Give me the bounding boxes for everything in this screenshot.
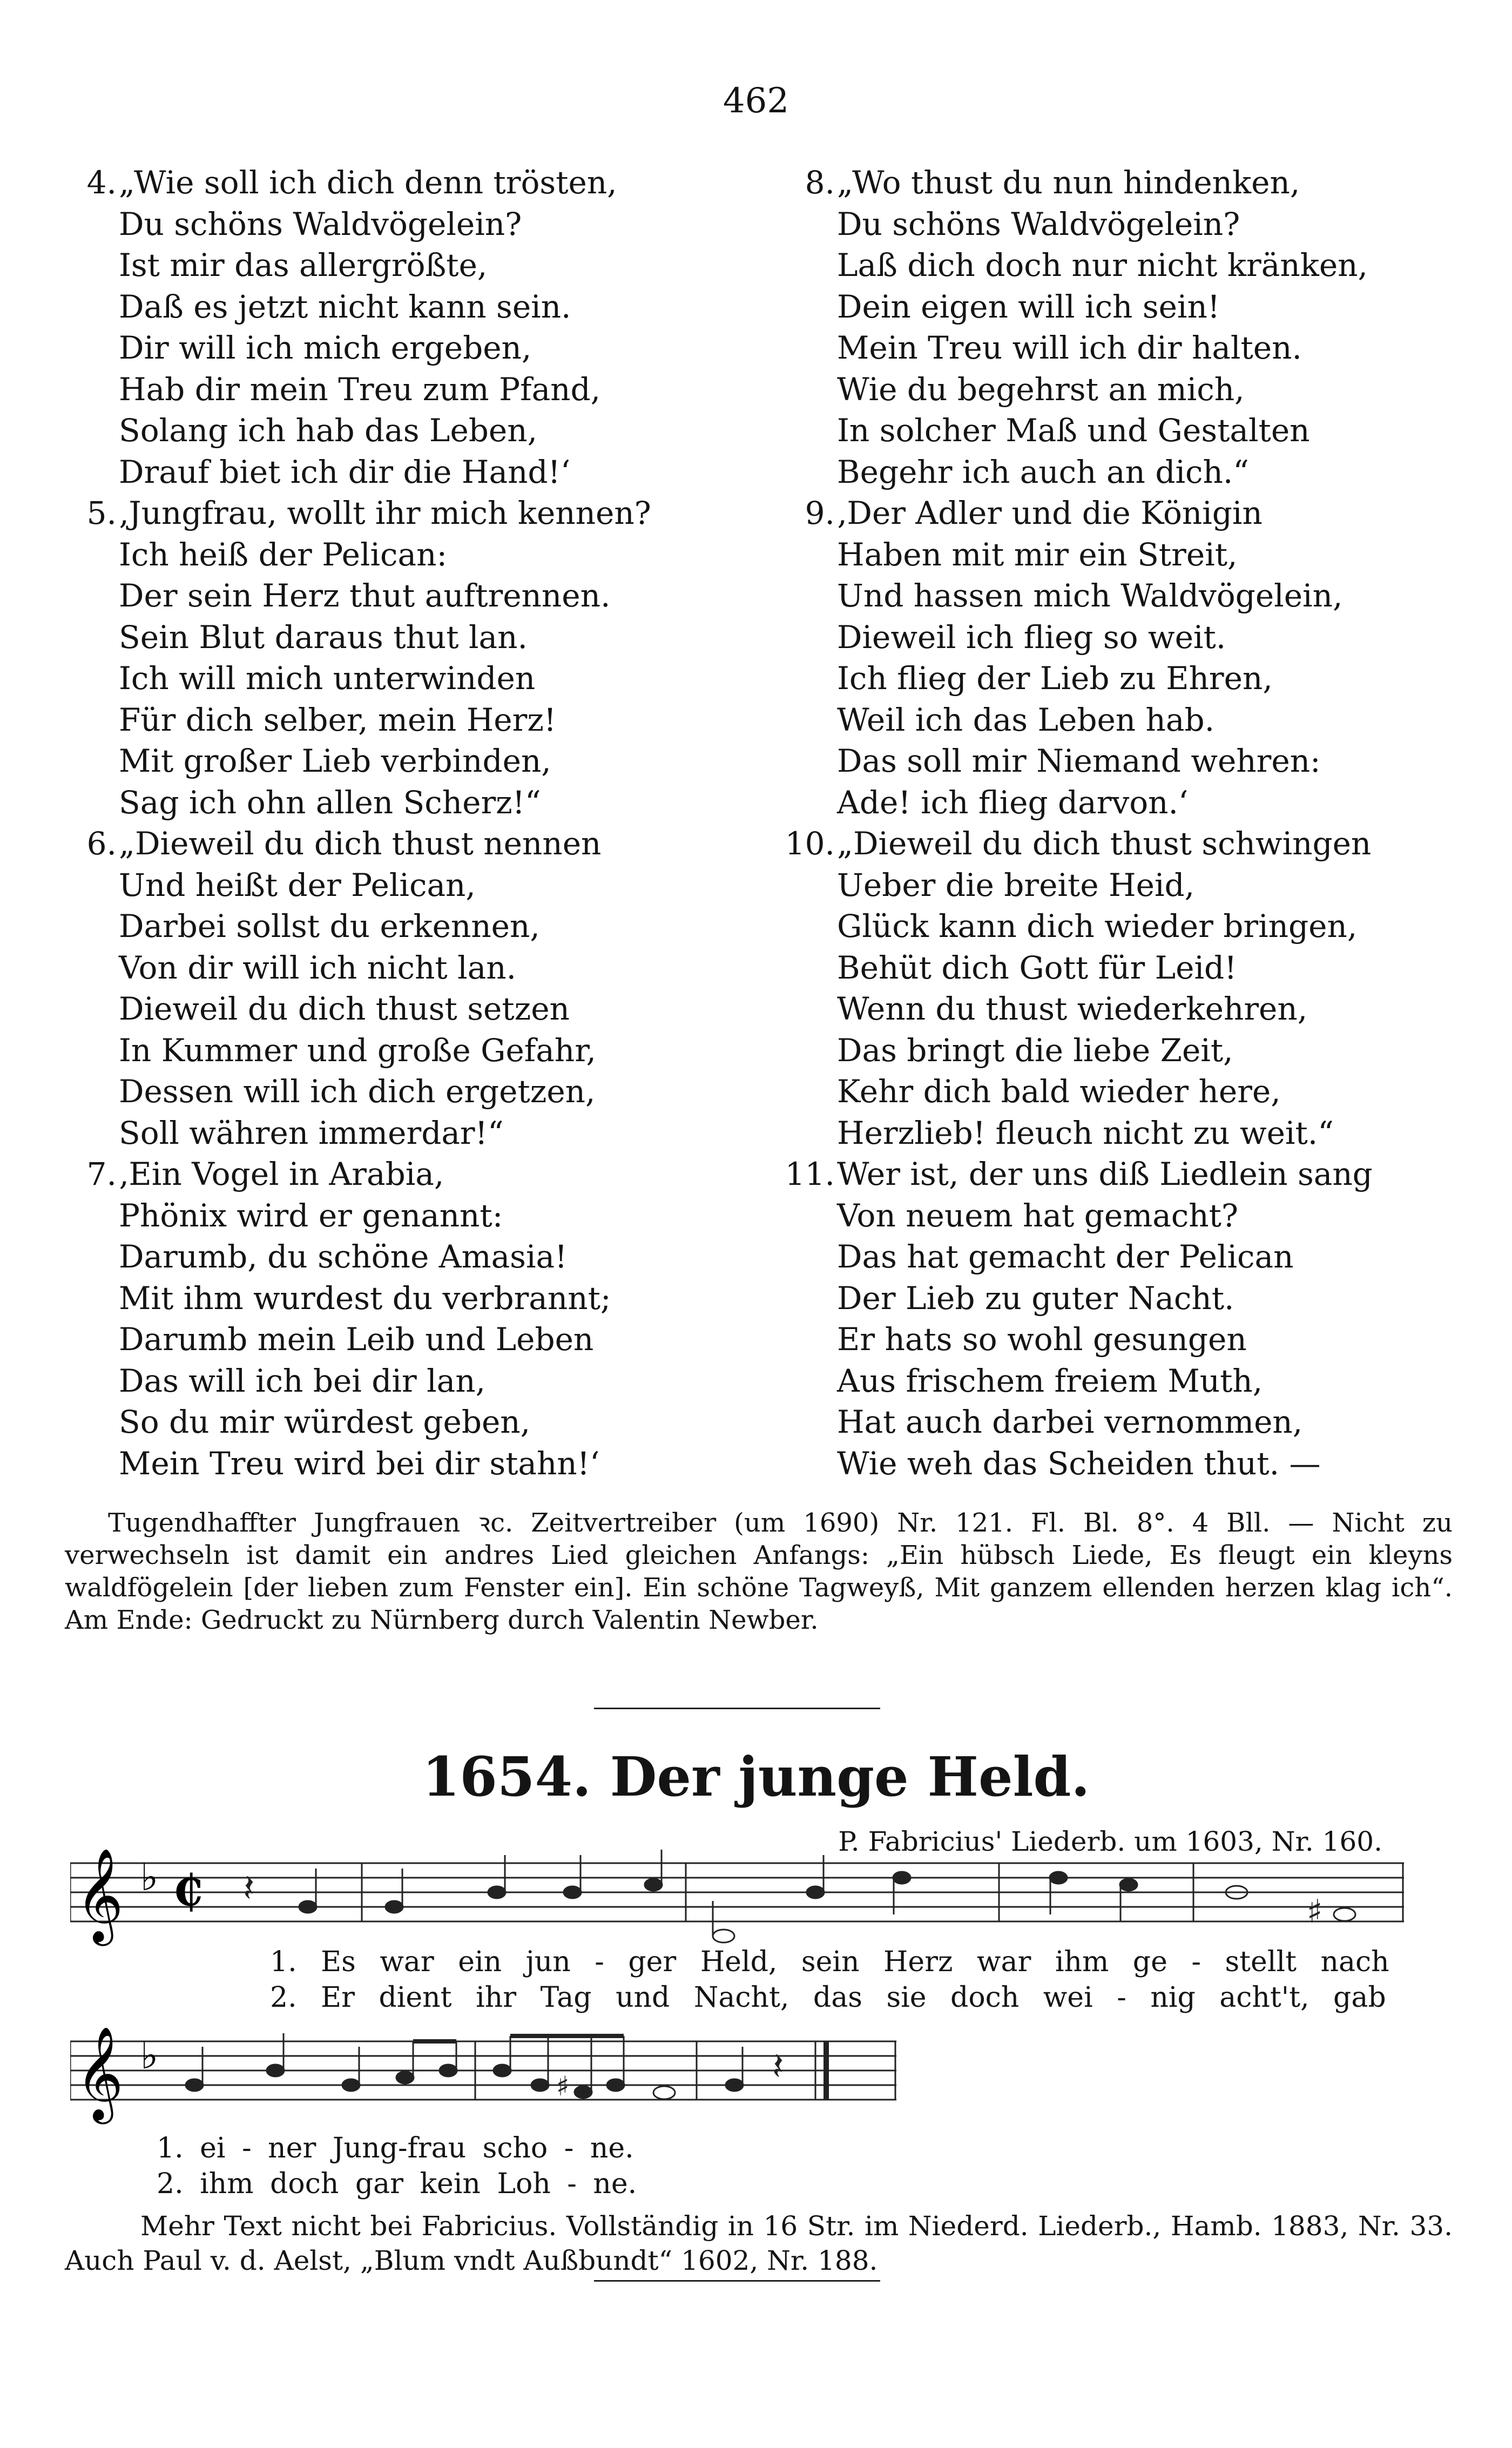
verse-text: Laß dich doch nur nicht kränken, bbox=[837, 247, 1368, 284]
svg-text:𝄽: 𝄽 bbox=[772, 2044, 784, 2088]
verse-line bbox=[783, 699, 1485, 741]
verse-text: Soll währen immerdar!“ bbox=[119, 1114, 504, 1151]
verse-line bbox=[65, 286, 751, 328]
verse-line bbox=[65, 451, 751, 493]
verse-line bbox=[783, 1443, 1485, 1485]
verse-line bbox=[65, 410, 751, 451]
verse-text: Dein eigen will ich sein! bbox=[837, 288, 1220, 325]
flat-sign-icon: ♭ bbox=[140, 1855, 159, 1899]
flat-sign-icon: ♭ bbox=[140, 2033, 159, 2078]
verse-line bbox=[65, 782, 751, 824]
verse-text: Darumb, du schöne Amasia! bbox=[119, 1238, 568, 1275]
verse-text: Du schöns Waldvögelein? bbox=[837, 205, 1240, 242]
verse-line bbox=[783, 823, 1485, 865]
verse-text: „Wie soll ich dich denn trösten, bbox=[119, 164, 617, 201]
verse-line bbox=[783, 493, 1485, 534]
verse-text: Wer ist, der uns diß Liedlein sang bbox=[837, 1156, 1373, 1192]
verse-text: Wenn du thust wiederkehren, bbox=[837, 990, 1308, 1027]
song-title: Der junge Held. bbox=[610, 1745, 1090, 1809]
verse-line bbox=[783, 947, 1485, 989]
verse-line bbox=[783, 1195, 1485, 1237]
verse-text: Das will ich bei dir lan, bbox=[119, 1362, 486, 1399]
verse-line bbox=[65, 1071, 751, 1112]
verse-line bbox=[65, 1401, 751, 1443]
source-note-text: Tugendhaffter Jungfrauen ꝛc. Zeitvertreiber (um 1690) Nr. 121. Fl. Bl. 8°. 4 Bll. — Nicht zu verwechseln ist damit ein andres Lied gleichen Anfangs: „Ein hübsch Liede, Es fleugt ein kleyns waldfögelein [der lieben zum Fenster ein]. Ein schöne Tagweyß, Mit ganzem ellenden herzen klag ich“. Am Ende: Gedruckt zu Nürnberg durch Valentin Newber. bbox=[65, 1508, 1453, 1635]
left-column bbox=[65, 162, 751, 1484]
verse-line bbox=[783, 162, 1485, 204]
verse-text: Ueber die breite Heid, bbox=[837, 866, 1195, 903]
verse-text: Ich heiß der Pelican: bbox=[119, 536, 448, 573]
verse-text: Ist mir das allergrößte, bbox=[119, 247, 488, 284]
page-number: 462 bbox=[723, 81, 789, 121]
verse-line bbox=[65, 204, 751, 245]
svg-text:♯: ♯ bbox=[556, 2071, 570, 2102]
verse-text: Dieweil ich flieg so weit. bbox=[837, 618, 1226, 656]
music-staff-1 bbox=[70, 1847, 1404, 1950]
verse-text: Hab dir mein Treu zum Pfand, bbox=[119, 370, 601, 408]
verse-text: Der Lieb zu guter Nacht. bbox=[837, 1279, 1234, 1317]
verse-text: Du schöns Waldvögelein? bbox=[119, 205, 522, 242]
verse-line bbox=[783, 658, 1485, 699]
lyrics-verse-2: 2. Er dient ihr Tag und Nacht, das sie doch wei - nig acht't, gab bbox=[270, 1981, 1386, 2014]
verse-text: Weil ich das Leben hab. bbox=[837, 701, 1215, 738]
verse-text: „Wo thust du nun hindenken, bbox=[837, 164, 1300, 201]
verse-line bbox=[65, 327, 751, 369]
verse-line bbox=[65, 1278, 751, 1319]
song-lyrics-line-2 bbox=[157, 2130, 637, 2202]
verse-line bbox=[65, 1195, 751, 1237]
verse-line bbox=[65, 1360, 751, 1402]
verse-text: Dessen will ich dich ergetzen, bbox=[119, 1073, 596, 1110]
verse-line bbox=[65, 1112, 751, 1154]
verse-text: ‚Ein Vogel in Arabia, bbox=[119, 1156, 444, 1192]
verse-text: Drauf biet ich dir die Hand!‘ bbox=[119, 453, 571, 490]
verse-text: In solcher Maß und Gestalten bbox=[837, 412, 1310, 449]
verse-line bbox=[783, 534, 1485, 576]
verse-line bbox=[783, 451, 1485, 493]
verse-line bbox=[783, 617, 1485, 658]
verse-line bbox=[783, 782, 1485, 824]
verse-line bbox=[65, 1236, 751, 1278]
verse-text: Daß es jetzt nicht kann sein. bbox=[119, 288, 571, 325]
verse-line bbox=[783, 204, 1485, 245]
verse-number: 10. bbox=[785, 825, 835, 862]
lyrics-verse-1-end: 1. ei - ner Jung-frau scho - ne. bbox=[157, 2132, 634, 2164]
verse-text: Von neuem hat gemacht? bbox=[837, 1197, 1239, 1234]
verse-text: „Dieweil du dich thust schwingen bbox=[837, 825, 1372, 862]
verse-text: In Kummer und große Gefahr, bbox=[119, 1031, 596, 1069]
verse-line bbox=[783, 1319, 1485, 1360]
verse-text: Mein Treu wird bei dir stahn!‘ bbox=[119, 1445, 600, 1482]
verse-text: Sag ich ohn allen Scherz!“ bbox=[119, 784, 541, 821]
verse-text: Für dich selber, mein Herz! bbox=[119, 701, 557, 738]
verse-line bbox=[65, 617, 751, 658]
verse-text: Phönix wird er genannt: bbox=[119, 1197, 503, 1234]
verse-line bbox=[783, 369, 1485, 410]
verse-text: Mit großer Lieb verbinden, bbox=[119, 743, 551, 779]
verse-text: Darbei sollst du erkennen, bbox=[119, 908, 540, 945]
verse-number: 4. bbox=[86, 164, 117, 201]
verse-line bbox=[65, 988, 751, 1030]
treble-clef-icon: 𝄞 bbox=[76, 2026, 124, 2120]
verse-text: Der sein Herz thut auftrennen. bbox=[119, 577, 611, 614]
verse-text: Aus frischem freiem Muth, bbox=[837, 1362, 1263, 1399]
verse-text: Und hassen mich Waldvögelein, bbox=[837, 577, 1343, 614]
verse-line bbox=[65, 823, 751, 865]
verse-line bbox=[783, 1112, 1485, 1154]
verse-line bbox=[783, 1154, 1485, 1195]
song-remark-text: Mehr Text nicht bei Fabricius. Vollständig in 16 Str. im Niederd. Liederb., Hamb. 1883, Nr. 33. Auch Paul v. d. Aelst, „Blum vndt Außbundt“ 1602, Nr. 188. bbox=[65, 2210, 1453, 2276]
verse-line bbox=[65, 906, 751, 947]
verse-line bbox=[65, 699, 751, 741]
lyrics-verse-2-end: 2. ihm doch gar kein Loh - ne. bbox=[157, 2168, 637, 2200]
verse-text: Glück kann dich wieder bringen, bbox=[837, 908, 1358, 945]
verse-text: ‚Jungfrau, wollt ihr mich kennen? bbox=[119, 495, 651, 531]
verse-line bbox=[783, 1030, 1485, 1071]
cut-time-icon: ₵ bbox=[173, 1865, 203, 1916]
verse-text: Behüt dich Gott für Leid! bbox=[837, 949, 1237, 986]
verse-text: Darumb mein Leib und Leben bbox=[119, 1321, 594, 1358]
verse-line bbox=[783, 327, 1485, 369]
verse-line bbox=[65, 1319, 751, 1360]
verse-line bbox=[65, 369, 751, 410]
verse-line bbox=[783, 1236, 1485, 1278]
verse-line bbox=[783, 906, 1485, 947]
verse-text: Dir will ich mich ergeben, bbox=[119, 329, 532, 366]
verse-line bbox=[783, 410, 1485, 451]
verse-line bbox=[65, 1443, 751, 1485]
song-source: P. Fabricius' Liederb. um 1603, Nr. 160. bbox=[838, 1826, 1382, 1857]
verse-line bbox=[783, 1278, 1485, 1319]
verse-line bbox=[65, 865, 751, 906]
verse-text: Und heißt der Pelican, bbox=[119, 866, 476, 903]
verse-text: So du mir würdest geben, bbox=[119, 1404, 531, 1440]
verse-line bbox=[65, 947, 751, 989]
verse-line bbox=[783, 1071, 1485, 1112]
section-divider bbox=[594, 1708, 880, 1709]
verse-text: Von dir will ich nicht lan. bbox=[119, 949, 517, 986]
verse-number: 11. bbox=[785, 1156, 835, 1192]
section-divider bbox=[594, 2280, 880, 2282]
verse-line bbox=[65, 1154, 751, 1195]
song-number: 1654. bbox=[422, 1745, 591, 1809]
verse-line bbox=[783, 740, 1485, 782]
verse-number: 7. bbox=[86, 1156, 117, 1192]
verse-number: 9. bbox=[805, 495, 835, 531]
verse-text: Begehr ich auch an dich.“ bbox=[837, 453, 1249, 490]
verse-text: Herzlieb! fleuch nicht zu weit.“ bbox=[837, 1114, 1334, 1151]
verse-text: Mit ihm wurdest du verbrannt; bbox=[119, 1279, 611, 1317]
verse-text: Hat auch darbei vernommen, bbox=[837, 1404, 1303, 1440]
lyrics-verse-1: 1. Es war ein jun - ger Held, sein Herz war ihm ge - stellt nach bbox=[270, 1946, 1389, 1978]
verse-line bbox=[783, 988, 1485, 1030]
verse-text: Dieweil du dich thust setzen bbox=[119, 990, 570, 1027]
verse-line bbox=[65, 493, 751, 534]
verse-text: Ich flieg der Lieb zu Ehren, bbox=[837, 660, 1273, 697]
source-note bbox=[65, 1507, 1453, 1636]
verse-text: Das hat gemacht der Pelican bbox=[837, 1238, 1294, 1275]
verse-text: Ade! ich flieg darvon.‘ bbox=[837, 784, 1189, 821]
verse-text: Mein Treu will ich dir halten. bbox=[837, 329, 1302, 366]
svg-text:𝄽: 𝄽 bbox=[243, 1866, 255, 1910]
verse-text: Ich will mich unterwinden bbox=[119, 660, 536, 697]
verse-line bbox=[65, 658, 751, 699]
verse-line bbox=[783, 865, 1485, 906]
verse-number: 8. bbox=[805, 164, 835, 201]
verse-line bbox=[783, 286, 1485, 328]
verse-number: 5. bbox=[86, 495, 117, 531]
verse-text: Kehr dich bald wieder here, bbox=[837, 1073, 1281, 1110]
verse-line bbox=[783, 575, 1485, 617]
verse-text: Wie weh das Scheiden thut. — bbox=[837, 1445, 1321, 1482]
verse-text: Wie du begehrst an mich, bbox=[837, 370, 1245, 408]
verse-line bbox=[65, 162, 751, 204]
verse-text: ‚Der Adler und die Königin bbox=[837, 495, 1263, 531]
song-lyrics-line-1 bbox=[270, 1944, 1389, 2015]
verse-line bbox=[65, 534, 751, 576]
right-column bbox=[783, 162, 1485, 1484]
verse-text: Solang ich hab das Leben, bbox=[119, 412, 538, 449]
verse-number: 6. bbox=[86, 825, 117, 862]
verse-line bbox=[783, 1360, 1485, 1402]
svg-text:♯: ♯ bbox=[1307, 1893, 1323, 1931]
verse-text: Sein Blut daraus thut lan. bbox=[119, 618, 528, 656]
verse-text: Das soll mir Niemand wehren: bbox=[837, 743, 1321, 779]
verse-text: Das bringt die liebe Zeit, bbox=[837, 1031, 1233, 1069]
verse-line bbox=[783, 245, 1485, 286]
verse-line bbox=[65, 740, 751, 782]
verse-line bbox=[65, 1030, 751, 1071]
verse-line bbox=[65, 575, 751, 617]
verse-line bbox=[65, 245, 751, 286]
verse-text: „Dieweil du dich thust nennen bbox=[119, 825, 602, 862]
song-heading bbox=[0, 1744, 1512, 1809]
verse-text: Er hats so wohl gesungen bbox=[837, 1321, 1247, 1358]
song-remark bbox=[65, 2209, 1453, 2278]
music-staff-2 bbox=[70, 2025, 896, 2128]
verse-text: Haben mit mir ein Streit, bbox=[837, 536, 1238, 573]
verse-line bbox=[783, 1401, 1485, 1443]
treble-clef-icon: 𝄞 bbox=[76, 1848, 124, 1942]
notes-staff-2 bbox=[186, 2033, 784, 2102]
